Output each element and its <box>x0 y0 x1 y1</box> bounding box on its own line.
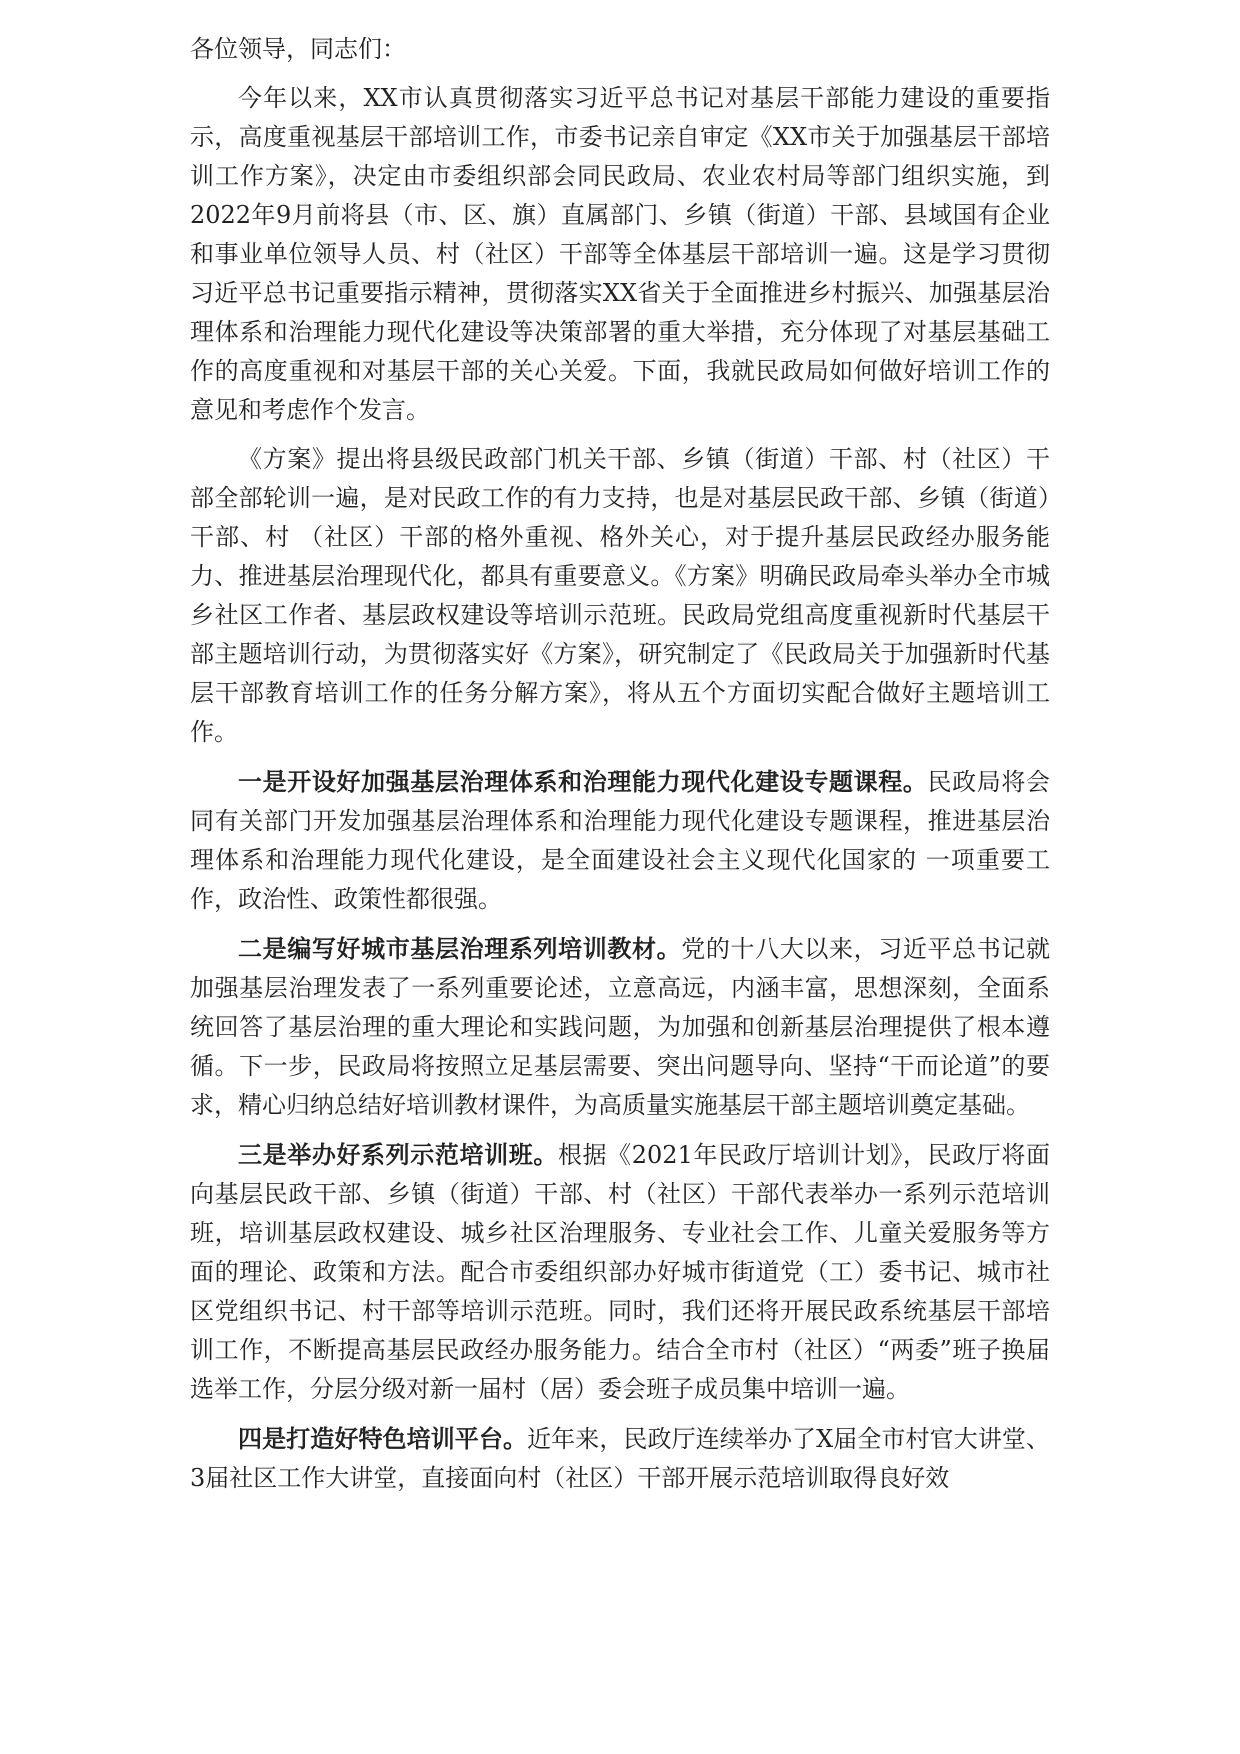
paragraph-point-3 <box>190 1135 1050 1409</box>
document-body <box>190 30 1050 1508</box>
paragraph-point-1 <box>190 762 1050 919</box>
paragraph-plan <box>190 440 1050 752</box>
paragraph-text: 今年以来，XX市认真贯彻落实习近平总书记对基层干部能力建设的重要指示，高度重视基层干部培训工作，市委书记亲自审定《XX市关于加强基层干部培训工作方案》，决定由市委组织部会同民政局、农业农村局等部门组织实施，到2022年9月前将县（市、区、旗）直属部门、乡镇（街道）干部、县域国有企业和事业单位领导人员、村（社区）干部等全体基层干部培训一遍。这是学习贯彻习近平总书记重要指示精神，贯彻落实XX省关于全面推进乡村振兴、加强基层治理体系和治理能力现代化建设等决策部署的重大举措，充分体现了对基层基础工作的高度重视和对基层干部的关心关爱。下面，我就民政局如何做好培训工作的意见和考虑作个发言。 <box>190 84 1050 424</box>
paragraph-point-4 <box>190 1419 1050 1498</box>
paragraph-lead: 一是开设好加强基层治理体系和治理能力现代化建设专题课程。 <box>238 767 928 796</box>
paragraph-lead: 三是举办好系列示范培训班。 <box>238 1140 558 1169</box>
paragraph-text: 《方案》提出将县级民政部门机关干部、乡镇（街道）干部、村（社区）干部全部轮训一遍，是对民政工作的有力支持，也是对基层民政干部、乡镇（街道）干部、村 （社区）干部的格外重视、格外关心，对于提升基层民政经办服务能力、推进基层治理现代化，都具有重要意义。《方案》明确民政局牵头举办全市城乡社区工作者、基层政权建设等培训示范班。民政局党组高度重视新时代基层干部主题培训行动，为贯彻落实好《方案》，研究制定了《民政局关于加强新时代基层干部教育培训工作的任务分解方案》，将从五个方面切实配合做好主题培训工作。 <box>190 445 1050 746</box>
paragraph-lead: 四是打造好特色培训平台。 <box>238 1424 528 1453</box>
paragraph-intro <box>190 79 1050 430</box>
paragraph-text: 根据《2021年民政厅培训计划》，民政厅将面向基层民政干部、乡镇（街道）干部、村（社区）干部代表举办一系列示范培训班，培训基层政权建设、城乡社区治理服务、专业社会工作、儿童关爱服务等方面的理论、政策和方法。配合市委组织部办好城市街道党（工）委书记、城市社区党组织书记、村干部等培训示范班。同时，我们还将开展民政系统基层干部培训工作，不断提高基层民政经办服务能力。结合全市村（社区）“两委”班子换届选举工作，分层分级对新一届村（居）委会班子成员集中培训一遍。 <box>190 1141 1051 1403</box>
paragraph-text: 党的十八大以来，习近平总书记就加强基层治理发表了一系列重要论述，立意高远，内涵丰富，思想深刻，全面系统回答了基层治理的重大理论和实践问题，为加强和创新基层治理提供了根本遵循。下一步，民政局将按照立足基层需要、突出问题导向、坚持“干而论道”的要求，精心归纳总结好培训教材课件，为高质量实施基层干部主题培训奠定基础。 <box>190 935 1050 1119</box>
paragraph-text: 民政局将会同有关部门开发加强基层治理体系和治理能力现代化建设专题课程，推进基层治理体系和治理能力现代化建设，是全面建设社会主义现代化国家的 一项重要工作，政治性、政策性都很强。 <box>190 768 1050 913</box>
paragraph-point-2 <box>190 929 1050 1125</box>
salutation: 各位领导，同志们： <box>190 35 406 63</box>
paragraph-lead: 二是编写好城市基层治理系列培训教材。 <box>238 934 682 963</box>
paragraph-text: 近年来，民政厅连续举办了X届全市村官大讲堂、3届社区工作大讲堂，直接面向村（社区）干部开展示范培训取得良好效 <box>190 1425 1050 1492</box>
